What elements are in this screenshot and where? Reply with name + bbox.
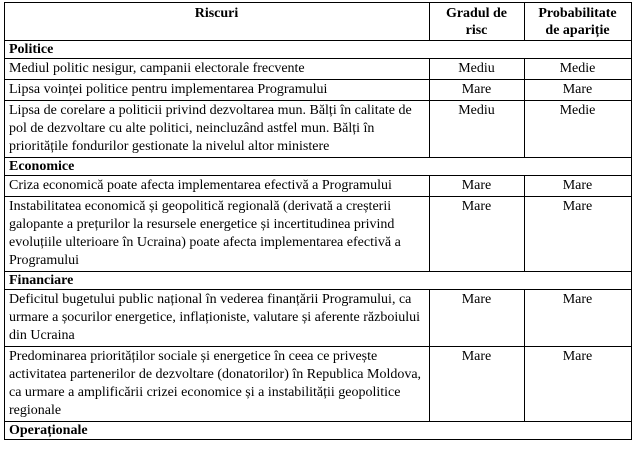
table-row	[5, 347, 632, 422]
section-title-operationale: Operaționale	[5, 422, 632, 440]
table-row	[5, 290, 632, 347]
header-row	[5, 3, 632, 41]
header-probability: Probabilitate de apariție	[525, 3, 632, 41]
section-title-financiare: Financiare	[5, 272, 632, 290]
risk-description: Instabilitatea economică și geopolitică regională (derivată a creșterii galopante a prețurilor la resursele energetice și incertitudinea privind evoluțiile ulterioare în Ucraina) poate afecta implementarea efectivă a Programului	[5, 197, 430, 272]
table-row	[5, 80, 632, 101]
risk-degree: Mare	[430, 347, 525, 422]
risk-probability: Mare	[525, 290, 632, 347]
section-title-politice: Politice	[5, 41, 632, 59]
risk-description: Predominarea priorităților sociale și energetice în ceea ce privește activitatea partenerilor de dezvoltare (donatorilor) în Republica Moldova, ca urmare a amplificării crizei economice și a instabilității geopolitice regionale	[5, 347, 430, 422]
risk-degree: Mare	[430, 197, 525, 272]
table-row	[5, 101, 632, 158]
section-row	[5, 158, 632, 176]
risk-probability: Mare	[525, 80, 632, 101]
risk-degree: Mare	[430, 176, 525, 197]
risk-description: Lipsa voinței politice pentru implementarea Programului	[5, 80, 430, 101]
risk-description: Criza economică poate afecta implementarea efectivă a Programului	[5, 176, 430, 197]
table-row	[5, 59, 632, 80]
section-row	[5, 422, 632, 440]
section-row	[5, 272, 632, 290]
risk-probability: Medie	[525, 59, 632, 80]
risk-probability: Mare	[525, 176, 632, 197]
risk-degree: Mediu	[430, 59, 525, 80]
table-row	[5, 197, 632, 272]
section-title-economice: Economice	[5, 158, 632, 176]
section-row	[5, 41, 632, 59]
risk-table	[4, 2, 632, 440]
header-risks: Riscuri	[5, 3, 430, 41]
risk-degree: Mare	[430, 80, 525, 101]
risk-degree: Mediu	[430, 101, 525, 158]
risk-description: Lipsa de corelare a politicii privind dezvoltarea mun. Bălți în calitate de pol de dezvoltare cu alte politici, neincluzând astfel mun. Bălți în prioritățile fondurilor gestionate la nivelul altor ministere	[5, 101, 430, 158]
risk-description: Mediul politic nesigur, campanii electorale frecvente	[5, 59, 430, 80]
header-risk-degree: Gradul de risc	[430, 3, 525, 41]
table-row	[5, 176, 632, 197]
risk-probability: Mare	[525, 197, 632, 272]
risk-probability: Medie	[525, 101, 632, 158]
risk-degree: Mare	[430, 290, 525, 347]
risk-probability: Mare	[525, 347, 632, 422]
risk-description: Deficitul bugetului public național în vederea finanțării Programului, ca urmare a șocurilor energetice, inflaționiste, valutare și aferente războiului din Ucraina	[5, 290, 430, 347]
